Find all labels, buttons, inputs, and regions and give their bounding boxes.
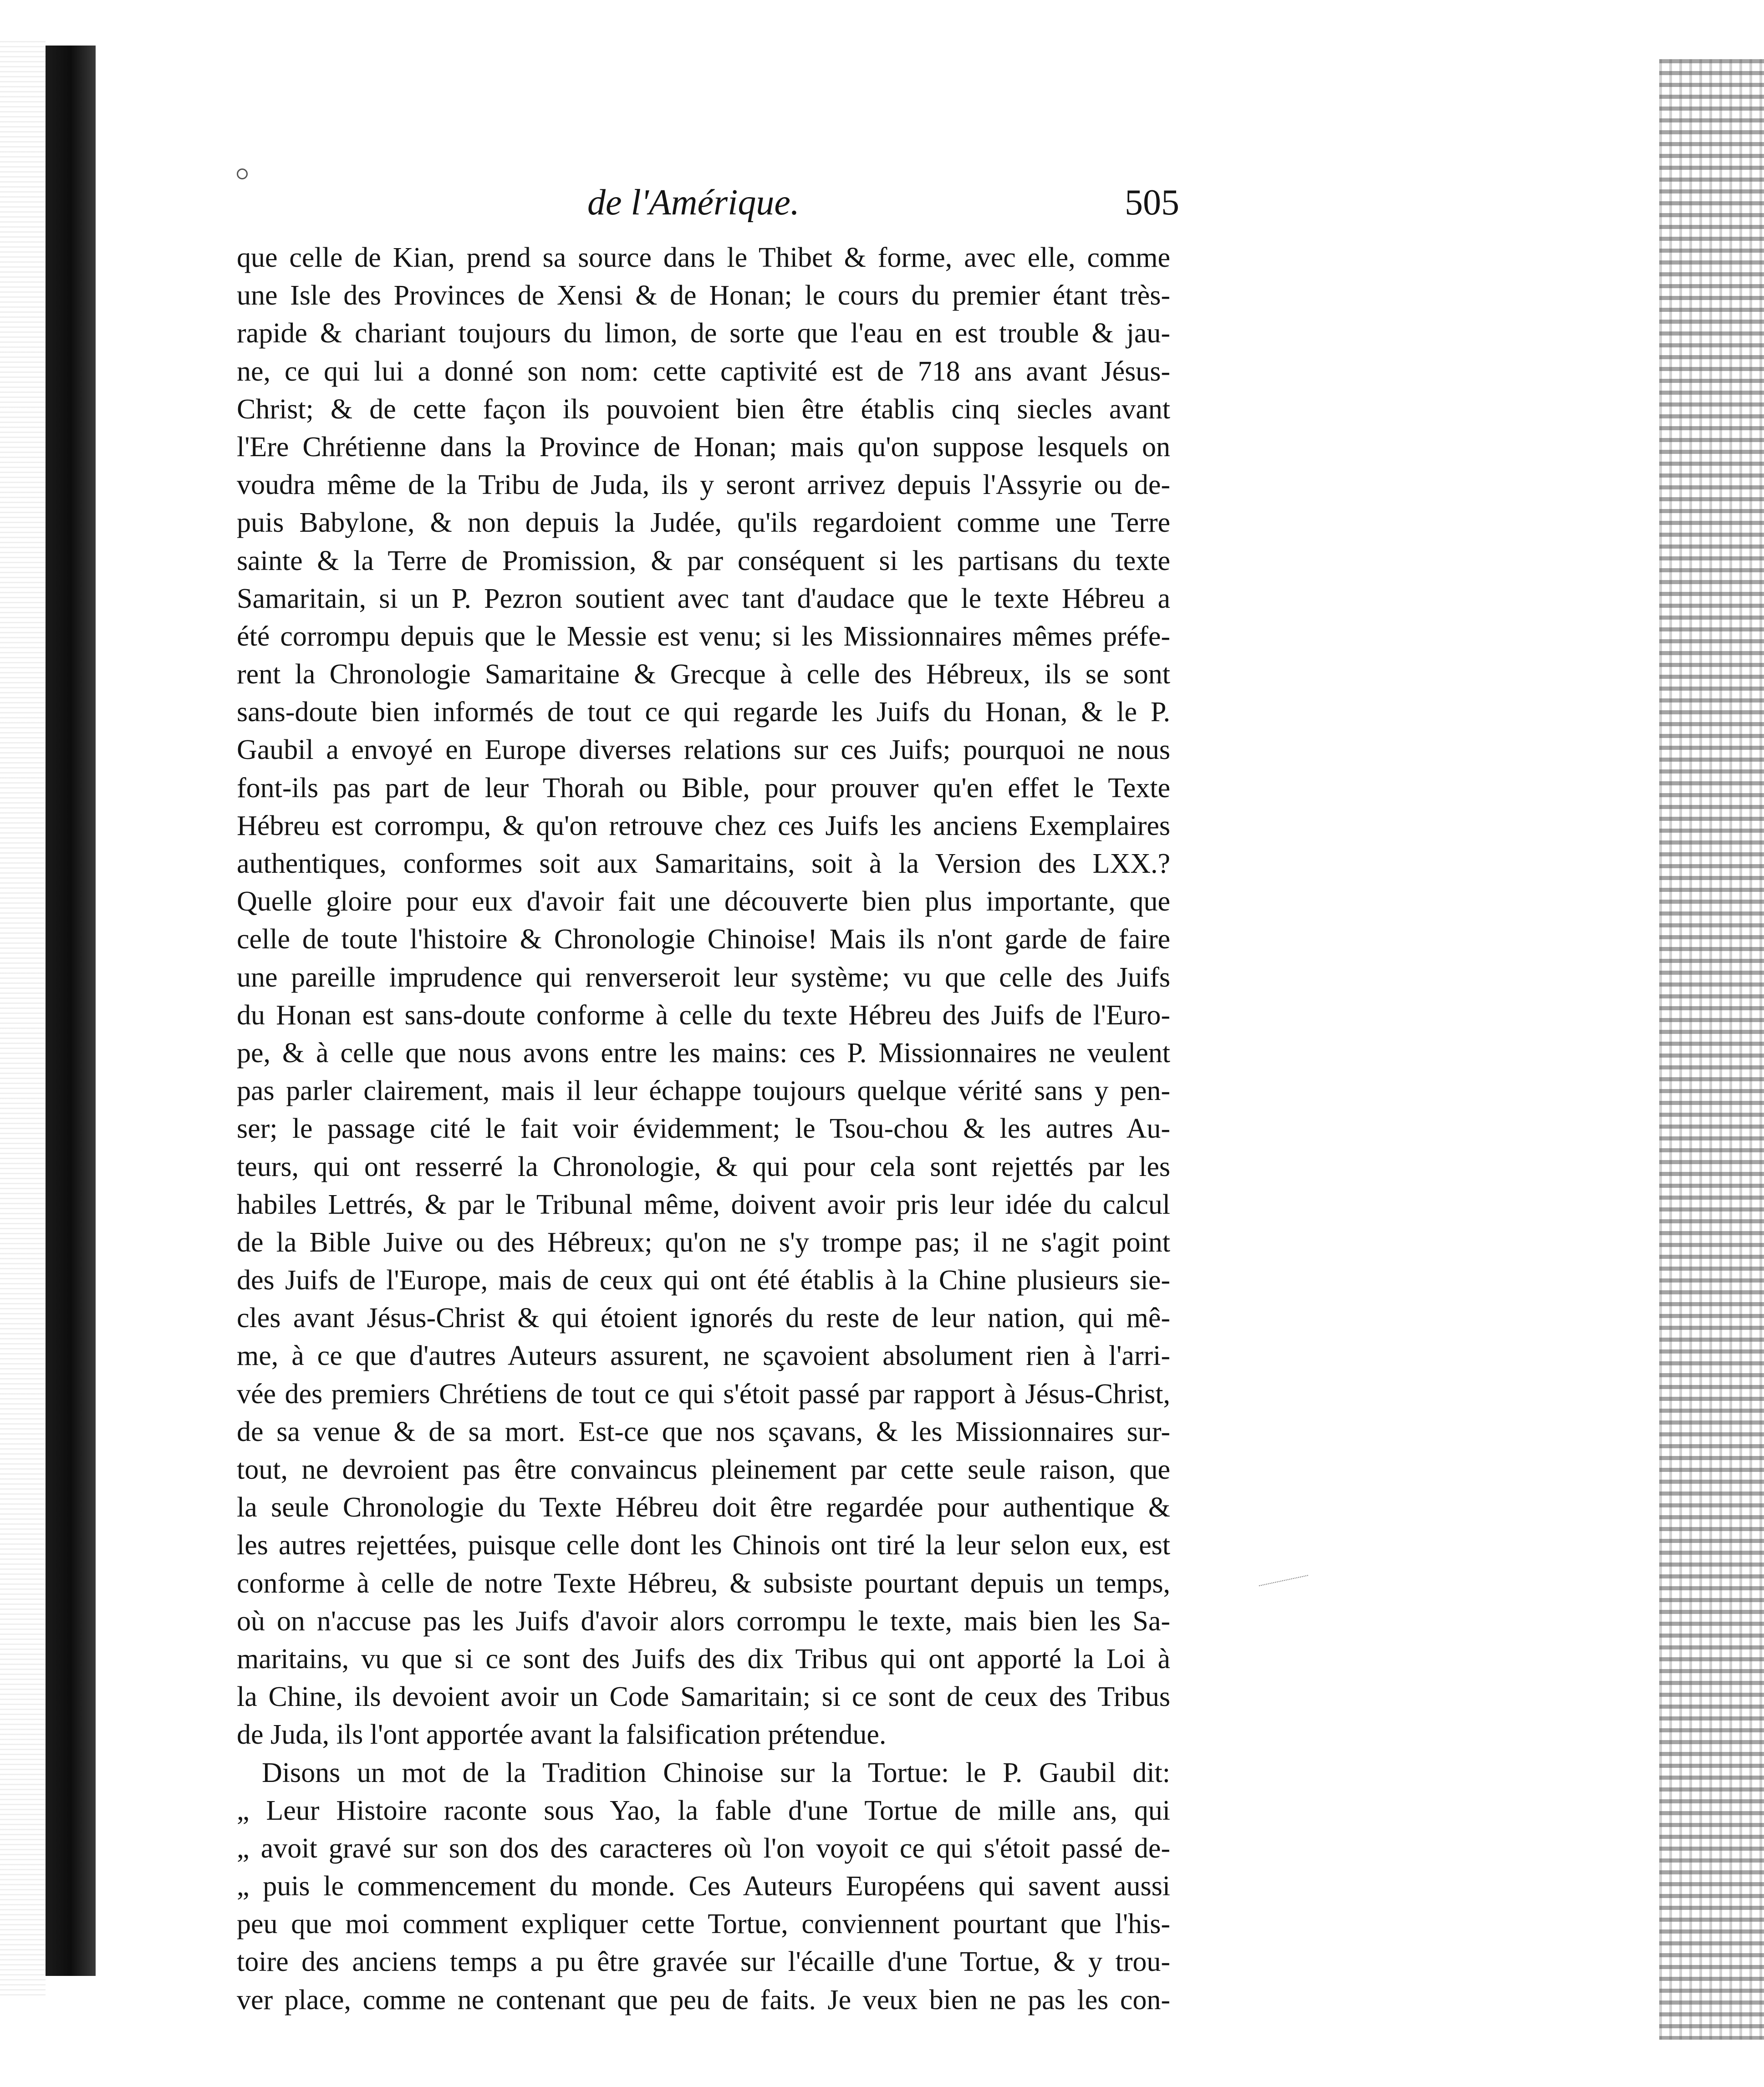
- binding-shadow: [46, 46, 96, 1976]
- text-line: maritains, vu que si ce sont des Juifs des dix Tribus qui ont apporté la Loi à: [237, 1643, 1170, 1675]
- text-line: l'Ere Chrétienne dans la Province de Honan; mais qu'on suppose lesquels on: [237, 431, 1170, 463]
- text-line: „ puis le commencement du monde. Ces Auteurs Européens qui savent aussi: [237, 1871, 1170, 1902]
- text-line: les autres rejettées, puisque celle dont les Chinois ont tiré la leur selon eux, est: [237, 1530, 1170, 1561]
- text-line: pas parler clairement, mais il leur échappe toujours quelque vérité sans y pen-: [237, 1075, 1170, 1107]
- text-line: voudra même de la Tribu de Juda, ils y seront arrivez depuis l'Assyrie ou de-: [237, 469, 1170, 501]
- text-line: habiles Lettrés, & par le Tribunal même, doivent avoir pris leur idée du calcul: [237, 1189, 1170, 1220]
- margin-ink-mark: [1259, 1575, 1314, 1613]
- text-line: la seule Chronologie du Texte Hébreu doit être regardée pour authentique &: [237, 1492, 1170, 1523]
- text-line: de sa venue & de sa mort. Est-ce que nos sçavans, & les Missionnaires sur-: [237, 1416, 1170, 1447]
- text-line: sans-doute bien informés de tout ce qui regarde les Juifs du Honan, & le P.: [237, 697, 1170, 728]
- text-line: une Isle des Provinces de Xensi & de Honan; le cours du premier étant très-: [237, 280, 1170, 311]
- text-line: tout, ne devroient pas être convaincus pleinement par cette seule raison, que: [237, 1454, 1170, 1485]
- text-line: cles avant Jésus-Christ & qui étoient ignorés du reste de leur nation, qui mê-: [237, 1303, 1170, 1334]
- text-line: Hébreu est corrompu, & qu'on retrouve chez ces Juifs les anciens Exemplaires: [237, 810, 1170, 841]
- page-header: [587, 180, 1179, 234]
- text-line: de la Bible Juive ou des Hébreux; qu'on ne s'y trompe pas; il ne s'agit point: [237, 1227, 1170, 1258]
- scan-edge-speckle: [0, 41, 46, 1999]
- text-line: pe, & à celle que nous avons entre les mains: ces P. Missionnaires ne veulent: [237, 1037, 1170, 1069]
- text-line: de Juda, ils l'ont apportée avant la falsification prétendue.: [237, 1719, 887, 1751]
- text-line: sainte & la Terre de Promission, & par conséquent si les partisans du texte: [237, 545, 1170, 576]
- margin-ink-dot: [237, 168, 248, 179]
- text-line: ne, ce qui lui a donné son nom: cette captivité est de 718 ans avant Jésus-: [237, 356, 1170, 387]
- text-line: rent la Chronologie Samaritaine & Grecque à celle des Hébreux, ils se sont: [237, 659, 1170, 690]
- text-line: que celle de Kian, prend sa source dans le Thibet & forme, avec elle, comme: [237, 242, 1170, 273]
- text-line: puis Babylone, & non depuis la Judée, qu'ils regardoient comme une Terre: [237, 507, 1170, 539]
- text-line: font-ils pas part de leur Thorah ou Bible, pour prouver qu'en effet le Texte: [237, 772, 1170, 804]
- text-line: me, à ce que d'autres Auteurs assurent, ne sçavoient absolument rien à l'arri-: [237, 1340, 1170, 1372]
- text-line: la Chine, ils devoient avoir un Code Samaritain; si ce sont de ceux des Tribus: [237, 1681, 1170, 1713]
- body-text: [237, 239, 1170, 2019]
- page-number: 505: [1125, 183, 1179, 223]
- text-line: où on n'accuse pas les Juifs d'avoir alors corrompu le texte, mais bien les Sa-: [237, 1605, 1170, 1637]
- text-line: „ Leur Histoire raconte sous Yao, la fable d'une Tortue de mille ans, qui: [237, 1795, 1170, 1826]
- text-line: peu que moi comment expliquer cette Tortue, conviennent pourtant que l'his-: [237, 1909, 1170, 1940]
- text-line: vée des premiers Chrétiens de tout ce qui s'étoit passé par rapport à Jésus-Christ,: [237, 1378, 1170, 1410]
- text-line: été corrompu depuis que le Messie est venu; si les Missionnaires mêmes préfe-: [237, 621, 1170, 652]
- text-line: Disons un mot de la Tradition Chinoise sur la Tortue: le P. Gaubil dit:: [262, 1757, 1170, 1788]
- text-line: une pareille imprudence qui renverseroit leur système; vu que celle des Juifs: [237, 962, 1170, 993]
- text-line: Gaubil a envoyé en Europe diverses relations sur ces Juifs; pourquoi ne nous: [237, 734, 1170, 766]
- text-line: teurs, qui ont resserré la Chronologie, & qui pour cela sont rejettés par les: [237, 1151, 1170, 1182]
- text-line: authentiques, conformes soit aux Samaritains, soit à la Version des LXX.?: [237, 848, 1170, 879]
- text-line: rapide & chariant toujours du limon, de sorte que l'eau en est trouble & jau-: [237, 318, 1170, 349]
- text-line: celle de toute l'histoire & Chronologie Chinoise! Mais ils n'ont garde de faire: [237, 924, 1170, 955]
- text-line: Samaritain, si un P. Pezron soutient avec tant d'audace que le texte Hébreu a: [237, 583, 1170, 614]
- text-line: conforme à celle de notre Texte Hébreu, & subsiste pourtant depuis un temps,: [237, 1568, 1170, 1599]
- text-line: ser; le passage cité le fait voir évidemment; le Tsou-chou & les autres Au-: [237, 1113, 1170, 1145]
- text-line: ver place, comme ne contenant que peu de faits. Je veux bien ne pas les con-: [237, 1984, 1170, 2016]
- text-line: Quelle gloire pour eux d'avoir fait une découverte bien plus importante, que: [237, 886, 1170, 917]
- text-line: du Honan est sans-doute conforme à celle du texte Hébreu des Juifs de l'Euro-: [237, 999, 1170, 1031]
- running-title: de l'Amérique.: [587, 183, 800, 223]
- text-line: Christ; & de cette façon ils pouvoient bien être établis cinq siecles avant: [237, 393, 1170, 425]
- text-line: „ avoit gravé sur son dos des caracteres où l'on voyoit ce qui s'étoit passé de-: [237, 1832, 1170, 1864]
- bleed-through-strip: [1659, 59, 1764, 2040]
- text-line: toire des anciens temps a pu être gravée sur l'écaille d'une Tortue, & y trou-: [237, 1946, 1170, 1978]
- text-line: des Juifs de l'Europe, mais de ceux qui ont été établis à la Chine plusieurs sie-: [237, 1265, 1170, 1296]
